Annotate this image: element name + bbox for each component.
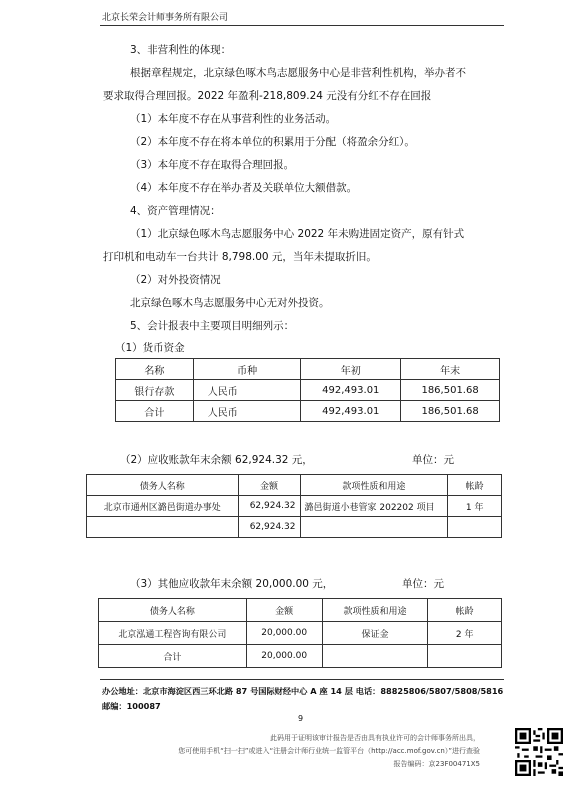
footer-divider — [100, 679, 504, 680]
table-cell — [87, 517, 239, 538]
section-3-paragraph-line1: 根据章程规定，北京绿色啄木鸟志愿服务中心是非营利性机构，举办者不 — [130, 67, 466, 79]
section-3-title: 3、非营利性的体现： — [130, 44, 232, 56]
table-cell — [322, 645, 428, 668]
table-header-row — [116, 359, 500, 380]
table-header-cell: 年末 — [401, 359, 500, 380]
footer-postcode: 邮编：100087 — [102, 701, 161, 711]
table-cell: 潞邑街道小巷管家 202202 项目 — [300, 496, 448, 517]
table-row — [116, 401, 500, 422]
section-4-title: 4、资产管理情况： — [130, 205, 221, 217]
table-row — [87, 517, 502, 538]
table-row — [99, 645, 502, 668]
table-cell: 186,501.68 — [401, 380, 500, 401]
section-5-title: 5、会计报表中主要项目明细列示： — [130, 320, 295, 332]
firm-header: 北京长荣会计师事务所有限公司 — [102, 13, 229, 23]
page-number: 9 — [298, 714, 304, 723]
section-3-item-4: （4）本年度不存在举办者及关联单位大额借款。 — [130, 182, 358, 194]
other-receivables-title: （3）其他应收款年末余额 20,000.00 元， — [130, 578, 334, 590]
table-header-cell: 债务人名称 — [99, 599, 247, 622]
table-header-cell: 债务人名称 — [87, 475, 239, 496]
table-row — [116, 380, 500, 401]
accounts-receivable-unit: 单位：元 — [412, 454, 454, 466]
table-header-row — [87, 475, 502, 496]
table-cell — [428, 645, 502, 668]
table-cell: 186,501.68 — [401, 401, 500, 422]
section-3-item-2: （2）本年度不存在将本单位的积累用于分配（将盈余分红）。 — [130, 136, 415, 148]
table-header-cell: 金额 — [238, 475, 300, 496]
table-cell: 人民币 — [193, 401, 301, 422]
section-3-paragraph-line2: 要求取得合理回报。2022 年盈利-218,809.24 元没有分红不存在回报 — [103, 90, 432, 102]
section-4-item-2: （2）对外投资情况 — [130, 274, 221, 286]
table-header-cell: 帐龄 — [428, 599, 502, 622]
table-cell: 492,493.01 — [301, 380, 401, 401]
section-4-paragraph-line2: 打印机和电动车一台共计 8,798.00 元，当年未提取折旧。 — [103, 251, 377, 263]
report-code: 报告编码：京23F00471X5 — [393, 760, 480, 768]
footer-address: 办公地址：北京市海淀区西三环北路 87 号国际财经中心 A 座 14 层 电话：88825806/5807/5808/5816 — [102, 686, 504, 696]
table-header-cell: 币种 — [193, 359, 301, 380]
table-cell: 20,000.00 — [246, 622, 322, 645]
table-cell: 人民币 — [193, 380, 301, 401]
other-receivables-table — [98, 598, 502, 668]
table-cell: 492,493.01 — [301, 401, 401, 422]
table-cell: 银行存款 — [116, 380, 194, 401]
verification-note-line2: 您可使用手机“扫一扫”或进入“注册会计师行业统一监管平台（http://acc.mof.gov.cn）”进行查验 — [178, 747, 480, 755]
table-header-cell: 款项性质和用途 — [300, 475, 448, 496]
section-3-item-1: （1）本年度不存在从事营利性的业务活动。 — [130, 113, 337, 125]
table-cell: 62,924.32 — [238, 517, 300, 538]
table-cell: 北京市通州区潞邑街道办事处 — [87, 496, 239, 517]
table-cell — [448, 517, 502, 538]
table-cell: 合计 — [99, 645, 247, 668]
table-header-cell: 金额 — [246, 599, 322, 622]
table-cell — [300, 517, 448, 538]
table-cell: 62,924.32 — [238, 496, 300, 517]
accounts-receivable-table — [86, 474, 502, 538]
section-4-paragraph-line3: 北京绿色啄木鸟志愿服务中心无对外投资。 — [130, 297, 330, 309]
section-3-item-3: （3）本年度不存在取得合理回报。 — [130, 159, 295, 171]
table-row — [87, 496, 502, 517]
qr-code-icon — [515, 728, 563, 776]
table-row — [99, 622, 502, 645]
cash-table — [115, 358, 500, 422]
table-header-cell: 名称 — [116, 359, 194, 380]
table-header-row — [99, 599, 502, 622]
header-divider — [100, 25, 504, 26]
table-cell: 1 年 — [448, 496, 502, 517]
table-cell: 北京泓通工程咨询有限公司 — [99, 622, 247, 645]
table-cell: 2 年 — [428, 622, 502, 645]
section-5-item-1: （1）货币资金 — [115, 342, 185, 354]
table-cell: 保证金 — [322, 622, 428, 645]
verification-note-line1: 此码用于证明该审计报告是否由具有执业许可的会计师事务所出具， — [270, 734, 480, 742]
table-cell: 20,000.00 — [246, 645, 322, 668]
table-header-cell: 帐龄 — [448, 475, 502, 496]
table-cell: 合计 — [116, 401, 194, 422]
other-receivables-unit: 单位：元 — [402, 578, 444, 590]
accounts-receivable-title: （2）应收账款年末余额 62,924.32 元， — [120, 454, 313, 466]
table-header-cell: 款项性质和用途 — [322, 599, 428, 622]
section-4-paragraph-line1: （1）北京绿色啄木鸟志愿服务中心 2022 年未购进固定资产，原有针式 — [130, 228, 465, 240]
table-header-cell: 年初 — [301, 359, 401, 380]
